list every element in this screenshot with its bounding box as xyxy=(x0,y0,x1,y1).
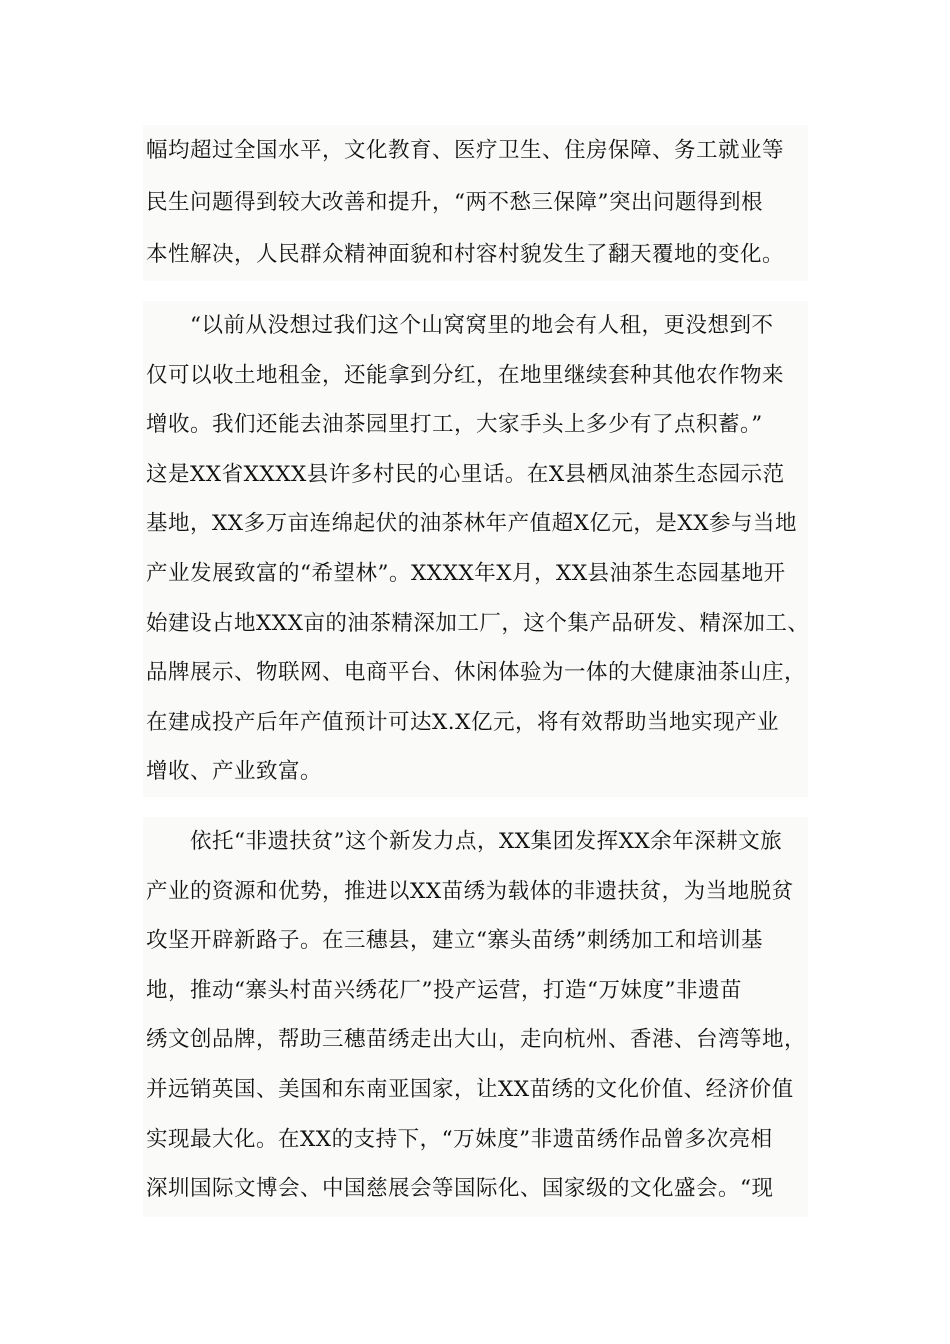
text-line: 绣文创品牌，帮助三穗苗绣走出大山，走向杭州、香港、台湾等地， xyxy=(146,1027,807,1053)
text-line: 实现最大化。在XX的支持下，“万妹度”非遗苗绣作品曾多次亮相 xyxy=(146,1126,773,1152)
paragraph-2 xyxy=(143,301,808,797)
text-line: 并远销英国、美国和东南亚国家，让XX苗绣的文化价值、经济价值 xyxy=(146,1076,794,1102)
text-line: 增收、产业致富。 xyxy=(146,759,323,785)
paragraph-1 xyxy=(143,125,808,281)
text-line: 始建设占地XXX亩的油茶精深加工厂，这个集产品研发、精深加工、 xyxy=(146,610,810,636)
text-line: “以前从没想过我们这个山窝窝里的地会有人租，更没想到不 xyxy=(146,313,774,338)
text-line: 基地，XX多万亩连绵起伏的油茶林年产值超X亿元，是XX参与当地 xyxy=(146,511,798,537)
text-line: 品牌展示、物联网、电商平台、休闲体验为一体的大健康油茶山庄， xyxy=(146,660,807,686)
text-line: 幅均超过全国水平，文化教育、医疗卫生、住房保障、务工就业等 xyxy=(146,138,785,163)
paragraph-3 xyxy=(143,817,808,1217)
text-line: 民生问题得到较大改善和提升，“两不愁三保障”突出问题得到根 xyxy=(146,190,763,215)
text-line: 产业的资源和优势，推进以XX苗绣为载体的非遗扶贫，为当地脱贫 xyxy=(146,878,794,904)
text-line: 深圳国际文博会、中国慈展会等国际化、国家级的文化盛会。“现 xyxy=(146,1176,774,1202)
text-line: 本性解决，人民群众精神面貌和村容村貌发生了翻天覆地的变化。 xyxy=(146,242,785,267)
text-line: 产业发展致富的“希望林”。XXXX年X月，XX县油茶生态园基地开 xyxy=(146,560,786,586)
text-line: 依托“非遗扶贫”这个新发力点，XX集团发挥XX余年深耕文旅 xyxy=(146,829,783,854)
text-line: 在建成投产后年产值预计可达X.X亿元，将有效帮助当地实现产业 xyxy=(146,709,779,735)
text-line: 攻坚开辟新路子。在三穗县，建立“寨头苗绣”刺绣加工和培训基 xyxy=(146,928,763,954)
text-line: 增收。我们还能去油茶园里打工，大家手头上多少有了点积蓄。” xyxy=(146,412,763,438)
text-line: 地，推动“寨头村苗兴绣花厂”投产运营，打造“万妹度”非遗苗 xyxy=(146,977,742,1003)
text-line: 仅可以收土地租金，还能拿到分红，在地里继续套种其他农作物来 xyxy=(146,362,785,388)
text-line: 这是XX省XXXX县许多村民的心里话。在X县栖凤油茶生态园示范 xyxy=(146,461,785,487)
